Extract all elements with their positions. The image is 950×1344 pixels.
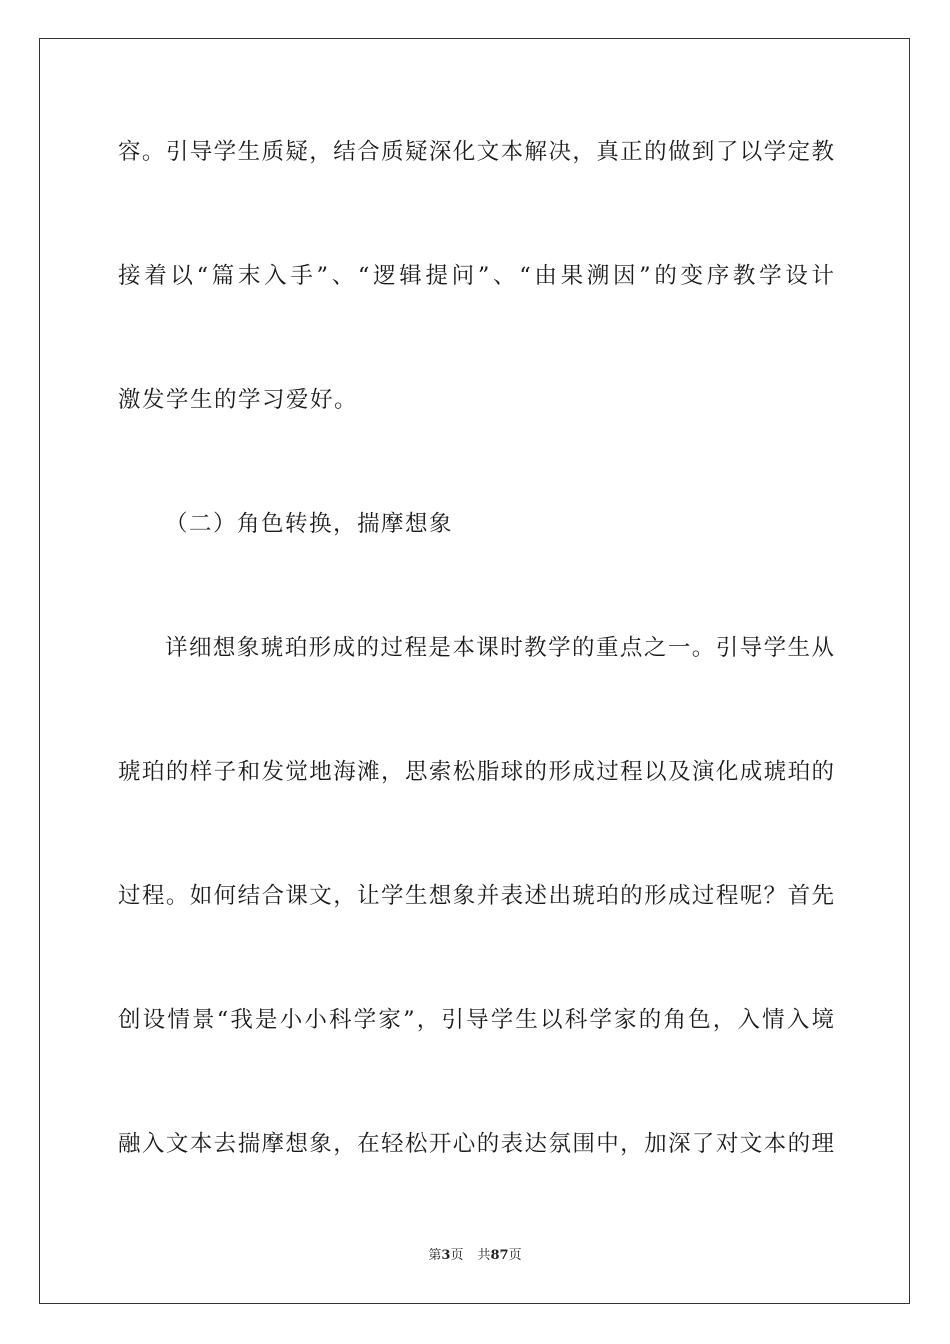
- section-heading: （二）角色转换，揣摩想象: [165, 511, 454, 537]
- footer-page-number: 3: [441, 1248, 451, 1263]
- footer-total-pages: 87: [490, 1248, 509, 1263]
- body-line-1: 容。引导学生质疑，结合质疑深化文本解决，真正的做到了以学定教: [118, 139, 834, 165]
- footer-page-prefix: 第: [428, 1248, 442, 1263]
- body-line-8: 创设情景“我是小小科学家”，引导学生以科学家的角色，入情入境: [118, 1007, 834, 1033]
- page-border: [39, 38, 910, 1304]
- body-line-2: 接着以“篇末入手”、“逻辑提问”、“由果溯因”的变序教学设计: [118, 263, 834, 289]
- body-line-9: 融入文本去揣摩想象，在轻松开心的表达氛围中，加深了对文本的理: [118, 1131, 834, 1157]
- footer-total-prefix: 共: [477, 1248, 491, 1263]
- body-line-3: 激发学生的学习爱好。: [118, 387, 359, 413]
- footer-total-suffix: 页: [508, 1248, 522, 1263]
- body-line-5: 详细想象琥珀形成的过程是本课时教学的重点之一。引导学生从: [165, 635, 834, 661]
- body-line-6: 琥珀的样子和发觉地海滩，思索松脂球的形成过程以及演化成琥珀的: [118, 759, 834, 785]
- footer-page-suffix: 页: [450, 1248, 464, 1263]
- page-footer: [0, 1247, 950, 1265]
- body-line-7: 过程。如何结合课文，让学生想象并表述出琥珀的形成过程呢？首先: [118, 883, 834, 909]
